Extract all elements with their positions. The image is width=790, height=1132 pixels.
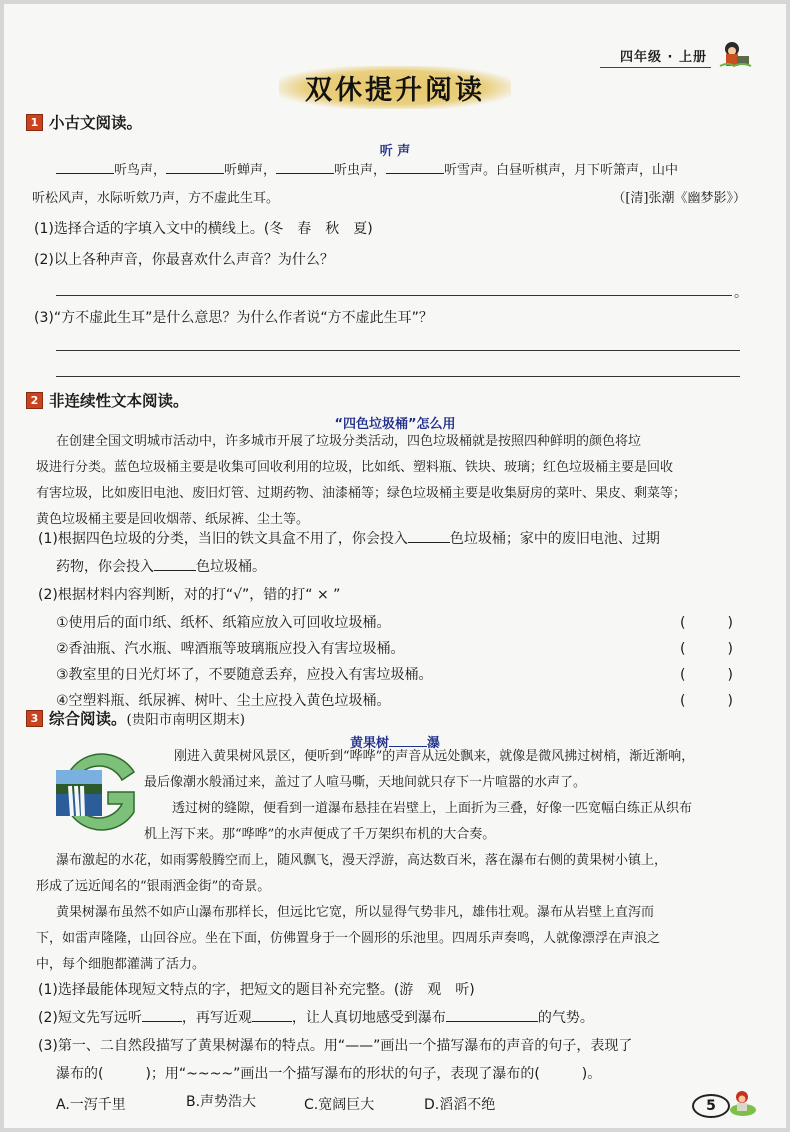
drop-cap-waterfall-image [56, 750, 138, 834]
passage-line: 中，每个细胞都灌满了活力。 [36, 957, 206, 972]
section-title: 小古文阅读。 [49, 114, 143, 132]
section-title: 非连续性文本阅读。 [49, 392, 189, 410]
title-text: 黄果树 [349, 736, 389, 751]
mascot-reading-icon [718, 40, 752, 68]
passage-text: 听虫声， [334, 163, 387, 178]
section-source-note: (贵阳市南明区期末) [126, 712, 246, 728]
answer-line[interactable] [56, 376, 740, 377]
judgment-answer-box[interactable]: ( ) [680, 641, 733, 657]
passage-line: 圾进行分类。蓝色垃圾桶主要是收集可回收利用的垃圾，比如纸、塑料瓶、铁块、玻璃；红色垃圾桶主要是回收 [36, 460, 674, 475]
passage-line: 有害垃圾，比如废旧电池、废旧灯管、过期药物、油漆桶等；绿色垃圾桶主要是收集厨房的菜叶、果皮、剩菜等； [36, 486, 687, 501]
section-1-heading [26, 111, 142, 133]
section-badge: 3 [26, 710, 43, 727]
passage-text: 听雪声。白昼听棋声，月下听箫声，山中 [444, 163, 679, 178]
question-3: (3)“方不虚此生耳”是什么意思？为什么作者说“方不虚此生耳”？ [34, 310, 433, 326]
question-text: (1)根据四色垃圾的分类，当旧的铁文具盒不用了，你会投入 [38, 531, 408, 547]
fill-blank-input[interactable] [408, 528, 450, 543]
judgment-item: ①使用后的面巾纸、纸杯、纸箱应放入可回收垃圾桶。 [56, 615, 391, 631]
passage-line: 透过树的缝隙，便看到一道瀑布悬挂在岩壁上，上面折为三叠，好像一匹宽幅白练正从织布 [172, 801, 693, 816]
passage-title: 听 声 [379, 144, 411, 159]
question-1 [38, 528, 660, 548]
fill-blank-input[interactable] [276, 159, 334, 174]
passage-line: 刚进入黄果树风景区，便听到“哗哗”的声音从远处飘来，就像是微风拂过树梢，渐近渐响， [174, 749, 695, 764]
question-text: 色垃圾桶；家中的废旧电池、过期 [449, 531, 660, 547]
title-text: 瀑 [427, 736, 441, 751]
question-text: (2)短文先写远听 [38, 1010, 142, 1026]
option-b[interactable]: B.声势浩大 [186, 1094, 257, 1110]
passage-line: 瀑布激起的水花，如雨雾般腾空而上，随风飘飞，漫天浮游，高达数百米，落在瀑布右侧的黄果树小镇上， [56, 853, 668, 868]
passage-line: 下，如雷声隆隆，山回谷应。坐在下面，仿佛置身于一个圆形的乐池里。四周乐声奏鸣，人就像漂浮在声浪之 [36, 931, 661, 946]
fill-blank-input[interactable] [56, 159, 114, 174]
passage-text: 听蝉声， [224, 163, 277, 178]
judgment-answer-box[interactable]: ( ) [680, 693, 733, 709]
question-text: ，再写近观 [181, 1010, 252, 1026]
answer-end-mark: 。 [734, 285, 748, 301]
passage-line: 黄果树瀑布虽然不如庐山瀑布那样长，但远比它宽，所以显得气势非凡，雄伟壮观。瀑布从岩壁上直泻而 [56, 905, 655, 920]
question-3-cont: 瀑布的( )；用“~~~~”画出一个描写瀑布的形状的句子，表现了瀑布的( )。 [56, 1066, 602, 1082]
passage-text: 听鸟声， [114, 163, 167, 178]
passage-line: 最后像潮水般涌过来，盖过了人喧马嘶，天地间就只存下一片喧嚣的水声了。 [144, 775, 587, 790]
page-number: 5 [692, 1094, 730, 1118]
page-title: 双休提升阅读 [279, 66, 511, 109]
grade-label: 四年级 · 上册 [600, 46, 711, 68]
passage-line [56, 158, 756, 184]
judgment-item: ③教室里的日光灯坏了，不要随意丢弃，应投入有害垃圾桶。 [56, 667, 433, 683]
page-title-wrap [4, 66, 786, 109]
option-a[interactable]: A.一泻千里 [56, 1097, 126, 1113]
question-1: (1)选择最能体现短文特点的字，把短文的题目补充完整。(游 观 听) [38, 982, 475, 998]
fill-blank-input[interactable] [386, 159, 444, 174]
passage-line: 黄色垃圾桶主要是回收烟蒂、纸尿裤、尘土等。 [36, 512, 310, 527]
section-title: 综合阅读。 [49, 710, 127, 728]
answer-line[interactable] [56, 295, 732, 296]
mascot-footer-icon [728, 1088, 758, 1118]
passage-line: 在创建全国文明城市活动中，许多城市开展了垃圾分类活动，四色垃圾桶就是按照四种鲜明的颜色将垃 [56, 434, 642, 449]
option-c[interactable]: C.宽阔巨大 [304, 1097, 375, 1113]
workbook-page [4, 4, 786, 1128]
question-3: (3)第一、二自然段描写了黄果树瀑布的特点。用“——”画出一个描写瀑布的声音的句子，表现了 [38, 1038, 633, 1054]
fill-blank-input[interactable] [154, 556, 196, 571]
judgment-item: ②香油瓶、汽水瓶、啤酒瓶等玻璃瓶应投入有害垃圾桶。 [56, 641, 405, 657]
passage-line: 形成了远近闻名的“银雨洒金街”的奇景。 [36, 879, 271, 894]
fill-blank-input[interactable] [446, 1007, 538, 1022]
question-text: 药物，你会投入 [56, 559, 154, 575]
judgment-answer-box[interactable]: ( ) [680, 667, 733, 683]
fill-blank-input[interactable] [252, 1007, 292, 1022]
fill-blank-input[interactable] [142, 1007, 182, 1022]
judgment-answer-box[interactable]: ( ) [680, 615, 733, 631]
section-badge: 1 [26, 114, 43, 131]
question-text: 的气势。 [537, 1010, 594, 1026]
passage-title: “四色垃圾桶”怎么用 [334, 417, 456, 432]
section-3-heading [26, 707, 245, 729]
question-1-cont [56, 556, 266, 576]
question-1: (1)选择合适的字填入文中的横线上。(冬 春 秋 夏) [34, 221, 373, 237]
question-2 [38, 1007, 594, 1027]
judgment-item: ④空塑料瓶、纸尿裤、树叶、尘土应投入黄色垃圾桶。 [56, 693, 391, 709]
question-2: (2)根据材料内容判断，对的打“√”，错的打“ × ” [38, 587, 341, 603]
passage-source: （[清]张潮《幽梦影》） [612, 191, 746, 206]
question-text: 色垃圾桶。 [196, 559, 266, 575]
passage-line: 听松风声，水际听欸乃声，方不虚此生耳。 [32, 191, 280, 206]
question-text: ，让人真切地感受到瀑布 [291, 1010, 446, 1026]
option-d[interactable]: D.滔滔不绝 [424, 1097, 496, 1113]
section-2-heading [26, 389, 189, 411]
answer-line[interactable] [56, 350, 740, 351]
fill-blank-input[interactable] [166, 159, 224, 174]
question-2: (2)以上各种声音，你最喜欢什么声音？为什么？ [34, 252, 334, 268]
passage-line: 机上泻下来。那“哗哗”的水声便成了千万架织布机的大合奏。 [144, 827, 496, 842]
section-badge: 2 [26, 392, 43, 409]
